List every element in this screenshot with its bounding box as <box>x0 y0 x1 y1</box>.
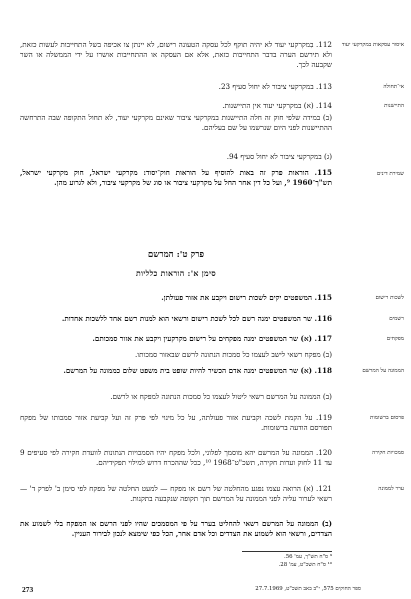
section-115: 115. המשפטים יקים לשכות רישום ויקבע את אזור פעולתן. <box>161 293 332 302</box>
margin-note-118: הממונה על המרשם <box>362 368 404 374</box>
margin-note-121: ערר לממונה <box>378 486 404 492</box>
section-113: 113. במקרקעי ציבור לא יחול סעיף 23. <box>218 82 332 91</box>
margin-note-112: איסור עסקאות במקרקעי יעוד <box>341 42 404 48</box>
section-120: 120. הממונה על המרשם יהא מוסמך לפלוני, ולכל מפקח יהיו הסמכויות הנתונות לוועדת חקירה לפי סעיפים 9 עד 11 לחוק ועדות חקירה, תשכ"ט־1968 ¹⁰, ככל שההכרח דרוש למילוי תפקידיהם. <box>20 448 332 468</box>
section-121-b: (ב) הממונה על המרשם רשאי להחליט בערר על פי המסמכים שהיו לפני הרשם או המפקח בלי לשמוע את הצדדים, ורשאי הוא לשמוע את הצדדים וכל אדם אחר, הכל כפי שימצא לנכון לבירור העניין. <box>20 519 332 539</box>
margin-note-113: אי־תחולה <box>383 84 404 90</box>
section-118-b: (ב) הממונה על המרשם רשאי ליטול לעצמו כל סמכות הנתונה למפקח או לרשם. <box>110 392 332 401</box>
section-118-a: 118. (א) שר המשפטים ימנה אדם הכשיר להיות שופט בית משפט שלום כממונה על המרשם. <box>63 366 332 375</box>
section-121-a: 121. (א) הרואה עצמו נפגע מהחלטה של רשם או מפקח — למעט החלטה של מפקח לפי סימן ב' לפרק ד' — רשאי לערור עליה לפני הממונה על המרשם תוך תקופה שנקבעה בתקנות. <box>20 484 332 504</box>
section-114-c: (ג) במקרקעי ציבור לא יחול סעיף 94. <box>226 152 332 161</box>
footnote-separator <box>242 551 332 552</box>
page-number: 273 <box>22 585 34 594</box>
section-114-a: 114. (א) במקרקעי יעוד אין התיישנות. <box>222 101 332 110</box>
section-117-b: (ב) מפקח רשאי לישב לעצמו כל סמכות הנתונה לרשם שבאזור סמכותו. <box>135 350 332 359</box>
margin-note-114: התיישנות <box>384 103 404 109</box>
footer-source: ספר החוקים 575, י"ב באב תשכ"ט, 27.7.1969 <box>255 586 361 592</box>
chapter-heading: פרק ט': המרשם <box>147 250 205 260</box>
subchapter-heading: סימן א': הוראות כלליות <box>135 269 217 278</box>
section-115-preservation: 115. הוראות פרק זה באות להוסיף על הוראות חוק־יסוד: מקרקעי ישראל, חוק מקרקעי ישראל, תש"ך־1960 ⁹, ועל כל דין אחר החל על מקרקעי ציבור או סוג של מקרקעי ציבור, ולא לגרוע מהן. <box>20 168 332 188</box>
section-112: 112. בִמקרקעי יעוד לא יהיה תוקף לכל עסקה הטעונה רישום, לא יינתן צו אכיפה בשל התחייבות לעשות כזאת, ולא תירשם הערה בדבר התחייבות כזאת, אלא אם העסקה או ההתחייבות אושרו על ידי הממשלה או השר שקבעה לכך. <box>20 40 332 70</box>
footnote-10: ¹⁰ ס"ח תשכ"ט, עמ' 28. <box>278 562 332 568</box>
section-116: 116. שר המשפטים ימנה רשם לכל לשכת רישום ורשאי הוא למנות רשם אחד ללשכות אחדות. <box>61 314 332 323</box>
margin-note-115: לשכות רישום <box>375 295 404 301</box>
section-117-a: 117. (א) שר המשפטים ימנה מפקחים על רישום מקרקעין ויקבע את אזור סמכותם. <box>92 334 332 343</box>
margin-note-120: סמכויות חקירה <box>372 450 404 456</box>
footnote-9: ⁹ ס"ח תש"ך, עמ' 56. <box>283 554 332 560</box>
section-114-b: (ב) במידה שלפי חוק זה חלה התיישנות במקרקעי ציבור שאינם מקרקעי יעוד, לא תחול התקופה שבה התרחשה ההתיישנות לפני היום שנרשמו על שם בעליהם. <box>20 113 332 133</box>
margin-note-117: מפקחים <box>386 336 404 342</box>
margin-note-115-preservation: שמירת דינים <box>376 171 404 177</box>
margin-note-119: פרסום ברשומות <box>370 415 404 421</box>
section-119: 119. על הקמת לשכה וקביעת אזור פעולתה, על כל מינוי לפי פרק זה ועל קביעת אזור סמכותו של מפקח תפורסם הודעה ברשומות. <box>20 413 332 433</box>
margin-note-116: רשמים <box>389 316 404 322</box>
